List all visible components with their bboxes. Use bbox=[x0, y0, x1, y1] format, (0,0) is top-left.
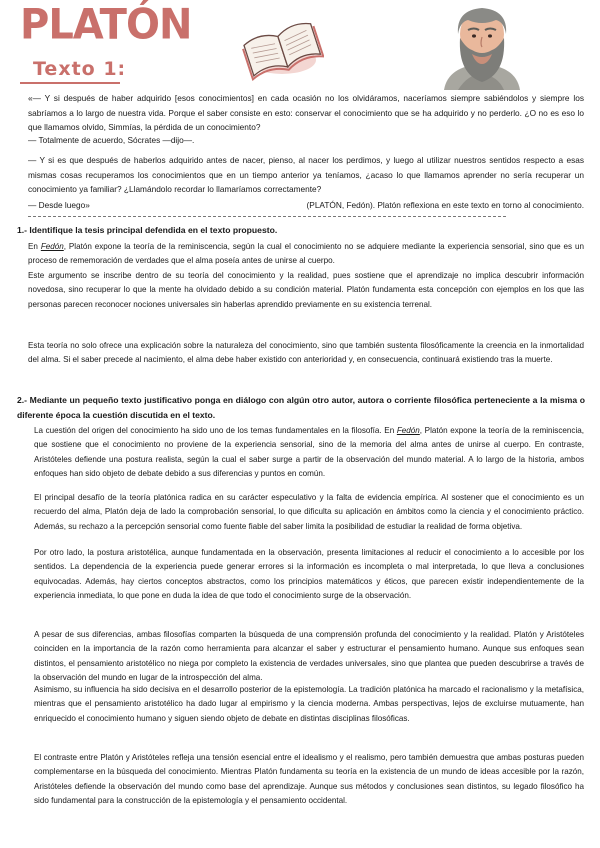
answer-1-paragraph-2: Este argumento se inscribe dentro de su teoría del conocimiento y la realidad, pues sostiene que el aprendizaje no implica descubrir información novedosa, sino recuperar lo que la mente ha olvidado debido a su condición material. Platón fundamenta esta concepción con ejemplos en los que las personas parecen reconocer nociones universales sin haberlas aprendido previamente en su existencia terrenal. bbox=[28, 271, 584, 309]
text1-citation-right: (PLATÓN, Fedón). Platón reflexiona en este texto en torno al conocimiento. bbox=[306, 200, 584, 210]
answer-2-paragraph-6: El contraste entre Platón y Aristóteles refleja una tensión esencial entre el idealismo y el realismo, pero también demuestra que ambas posturas pueden complementarse en la búsqueda del conocimiento. Mientras Platón fundamenta su teoría en la existencia de un mundo de ideas accesible por la razón, Aristóteles defiende la observación del mundo como base del aprendizaje. Aunque sus métodos y conclusiones sean distintos, su legado filosófico ha sido fundamental para la construcción de la epistemología y el pensamiento occidental. bbox=[34, 753, 584, 806]
dashed-separator bbox=[28, 216, 506, 217]
question-1-heading: 1.- Identifique la tesis principal defendida en el texto propuesto. bbox=[17, 225, 278, 235]
open-book-icon bbox=[238, 6, 324, 84]
answer-2-paragraph-5: Asimismo, su influencia ha sido decisiva en el desarrollo posterior de la epistemología. La tradición platónica ha marcado el racionalismo y la metafísica, mientras que el pensamiento aristotélico ha dado lugar al empirismo y la ciencia moderna. Ambas perspectivas, lejos de excluirse mutuamente, han enriquecido el conocimiento humano y siguen siendo objeto de debate en distintas disciplinas filosóficas. bbox=[34, 685, 584, 723]
answer-2-paragraph-2: El principal desafío de la teoría platónica radica en su carácter especulativo y la falta de evidencia empírica. Al sostener que el conocimiento es un recuerdo del alma, Platón deja de lado la comprobación sensorial, lo que dificulta su aplicación en ámbitos como la ciencia y el conocimiento práctico. Además, su rechazo a la percepción sensorial como fuente fiable del saber limita la posibilidad de estudiar la realidad de forma objetiva. bbox=[34, 493, 584, 531]
text1-paragraph-2: — Totalmente de acuerdo, Sócrates —dijo—. bbox=[28, 135, 195, 145]
answer-2-post: , Platón expone la teoría de la reminiscencia, que sostiene que el conocimiento no proviene de la experiencia sensorial, sino de la memoria del alma antes de unirse al cuerpo. En contraste, Aristóteles defiende una postura realista, según la cual el saber surge a partir de la observación del mundo material. A lo largo de la historia, ambos enfoques han sido objeto de debate debido a sus diferencias y puntos en común. bbox=[34, 426, 584, 479]
question-2-heading: 2.- Mediante un pequeño texto justificativo ponga en diálogo con algún otro autor, autora o corriente filosófica perteneciente a la misma o diferente época la cuestión discutida en el texto. bbox=[17, 395, 585, 420]
answer-1-prefix: En bbox=[28, 242, 41, 251]
answer-2-pre: La cuestión del origen del conocimiento ha sido uno de los temas fundamentales en la filosofía. En bbox=[34, 426, 397, 435]
answer-1-text: , Platón expone la teoría de la reminiscencia, según la cual el conocimiento no se adquiere mediante la experiencia sensorial, sino que es un proceso de rememoración de verdades que el alma poseía antes de unirse al cuerpo. bbox=[28, 242, 584, 266]
work-title-link: Fedón bbox=[396, 426, 420, 435]
text1-citation-left: — Desde luego» bbox=[28, 200, 90, 210]
text1-paragraph-1: «— Y si después de haber adquirido [esos conocimientos] en cada ocasión no los olvidáramos, naceríamos siempre sabiéndolos y siempre los sabríamos a lo largo de nuestra vida. Porque el saber consiste en esto: conservar el conocimiento que se ha adquirido y no perderlo. ¿O no es eso lo que llamamos olvido, Simmías, la pérdida de un conocimiento? bbox=[28, 93, 584, 133]
answer-1-paragraph-1 bbox=[28, 240, 584, 269]
work-title-link: Fedón bbox=[40, 242, 64, 251]
text1-paragraph-3: — Y si es que después de haberlos adquirido antes de nacer, pienso, al nacer los perdimos, y luego al utilizar nuestros sentidos respecto a esas mismas cosas recuperamos los conocimientos que en un tiempo anterior ya teníamos, ¿acaso lo que llamamos aprender no sería recuperar un conocimiento ya familiar? ¿Llamándolo recordar lo llamaríamos correctamente? bbox=[28, 155, 584, 195]
subtitle-underline bbox=[20, 82, 120, 84]
answer-2-paragraph-3: Por otro lado, la postura aristotélica, aunque fundamentada en la observación, presenta limitaciones al reducir el conocimiento a lo accesible por los sentidos. La dependencia de la experiencia puede generar errores si la información es incompleta o mal interpretada, lo que lleva a conclusiones equivocadas. Además, hay ciertos conceptos abstractos, como los principios matemáticos y éticos, que parecen existir independientemente de la experiencia inmediata, lo que pone en duda la idea de que todo el conocimiento surge de la observación. bbox=[34, 548, 584, 601]
answer-2-paragraph-4: A pesar de sus diferencias, ambas filosofías comparten la búsqueda de una comprensión profunda del conocimiento y la realidad. Platón y Aristóteles coinciden en la importancia de la razón como herramienta para alcanzar el saber y estructurar el pensamiento humano. Aunque sus enfoques sean distintos, el pensamiento aristotélico no niega por completo la existencia de verdades universales, sino que plantea que pueden descubrirse a través de la observación del mundo en lugar de la introspección del alma. bbox=[34, 630, 584, 683]
section-subtitle: Texto 1: bbox=[33, 58, 127, 80]
page-title: PLATÓN bbox=[20, 0, 192, 50]
answer-2-paragraph-1 bbox=[34, 424, 584, 482]
answer-1-paragraph-3: Esta teoría no solo ofrece una explicación sobre la naturaleza del conocimiento, sino que también sustenta filosóficamente la creencia en la inmortalidad del alma. Si el saber precede al nacimiento, el alma debe haber existido con anterioridad y, en consecuencia, continuará existiendo tras la muerte. bbox=[28, 341, 584, 365]
philosopher-avatar-icon bbox=[438, 4, 526, 90]
